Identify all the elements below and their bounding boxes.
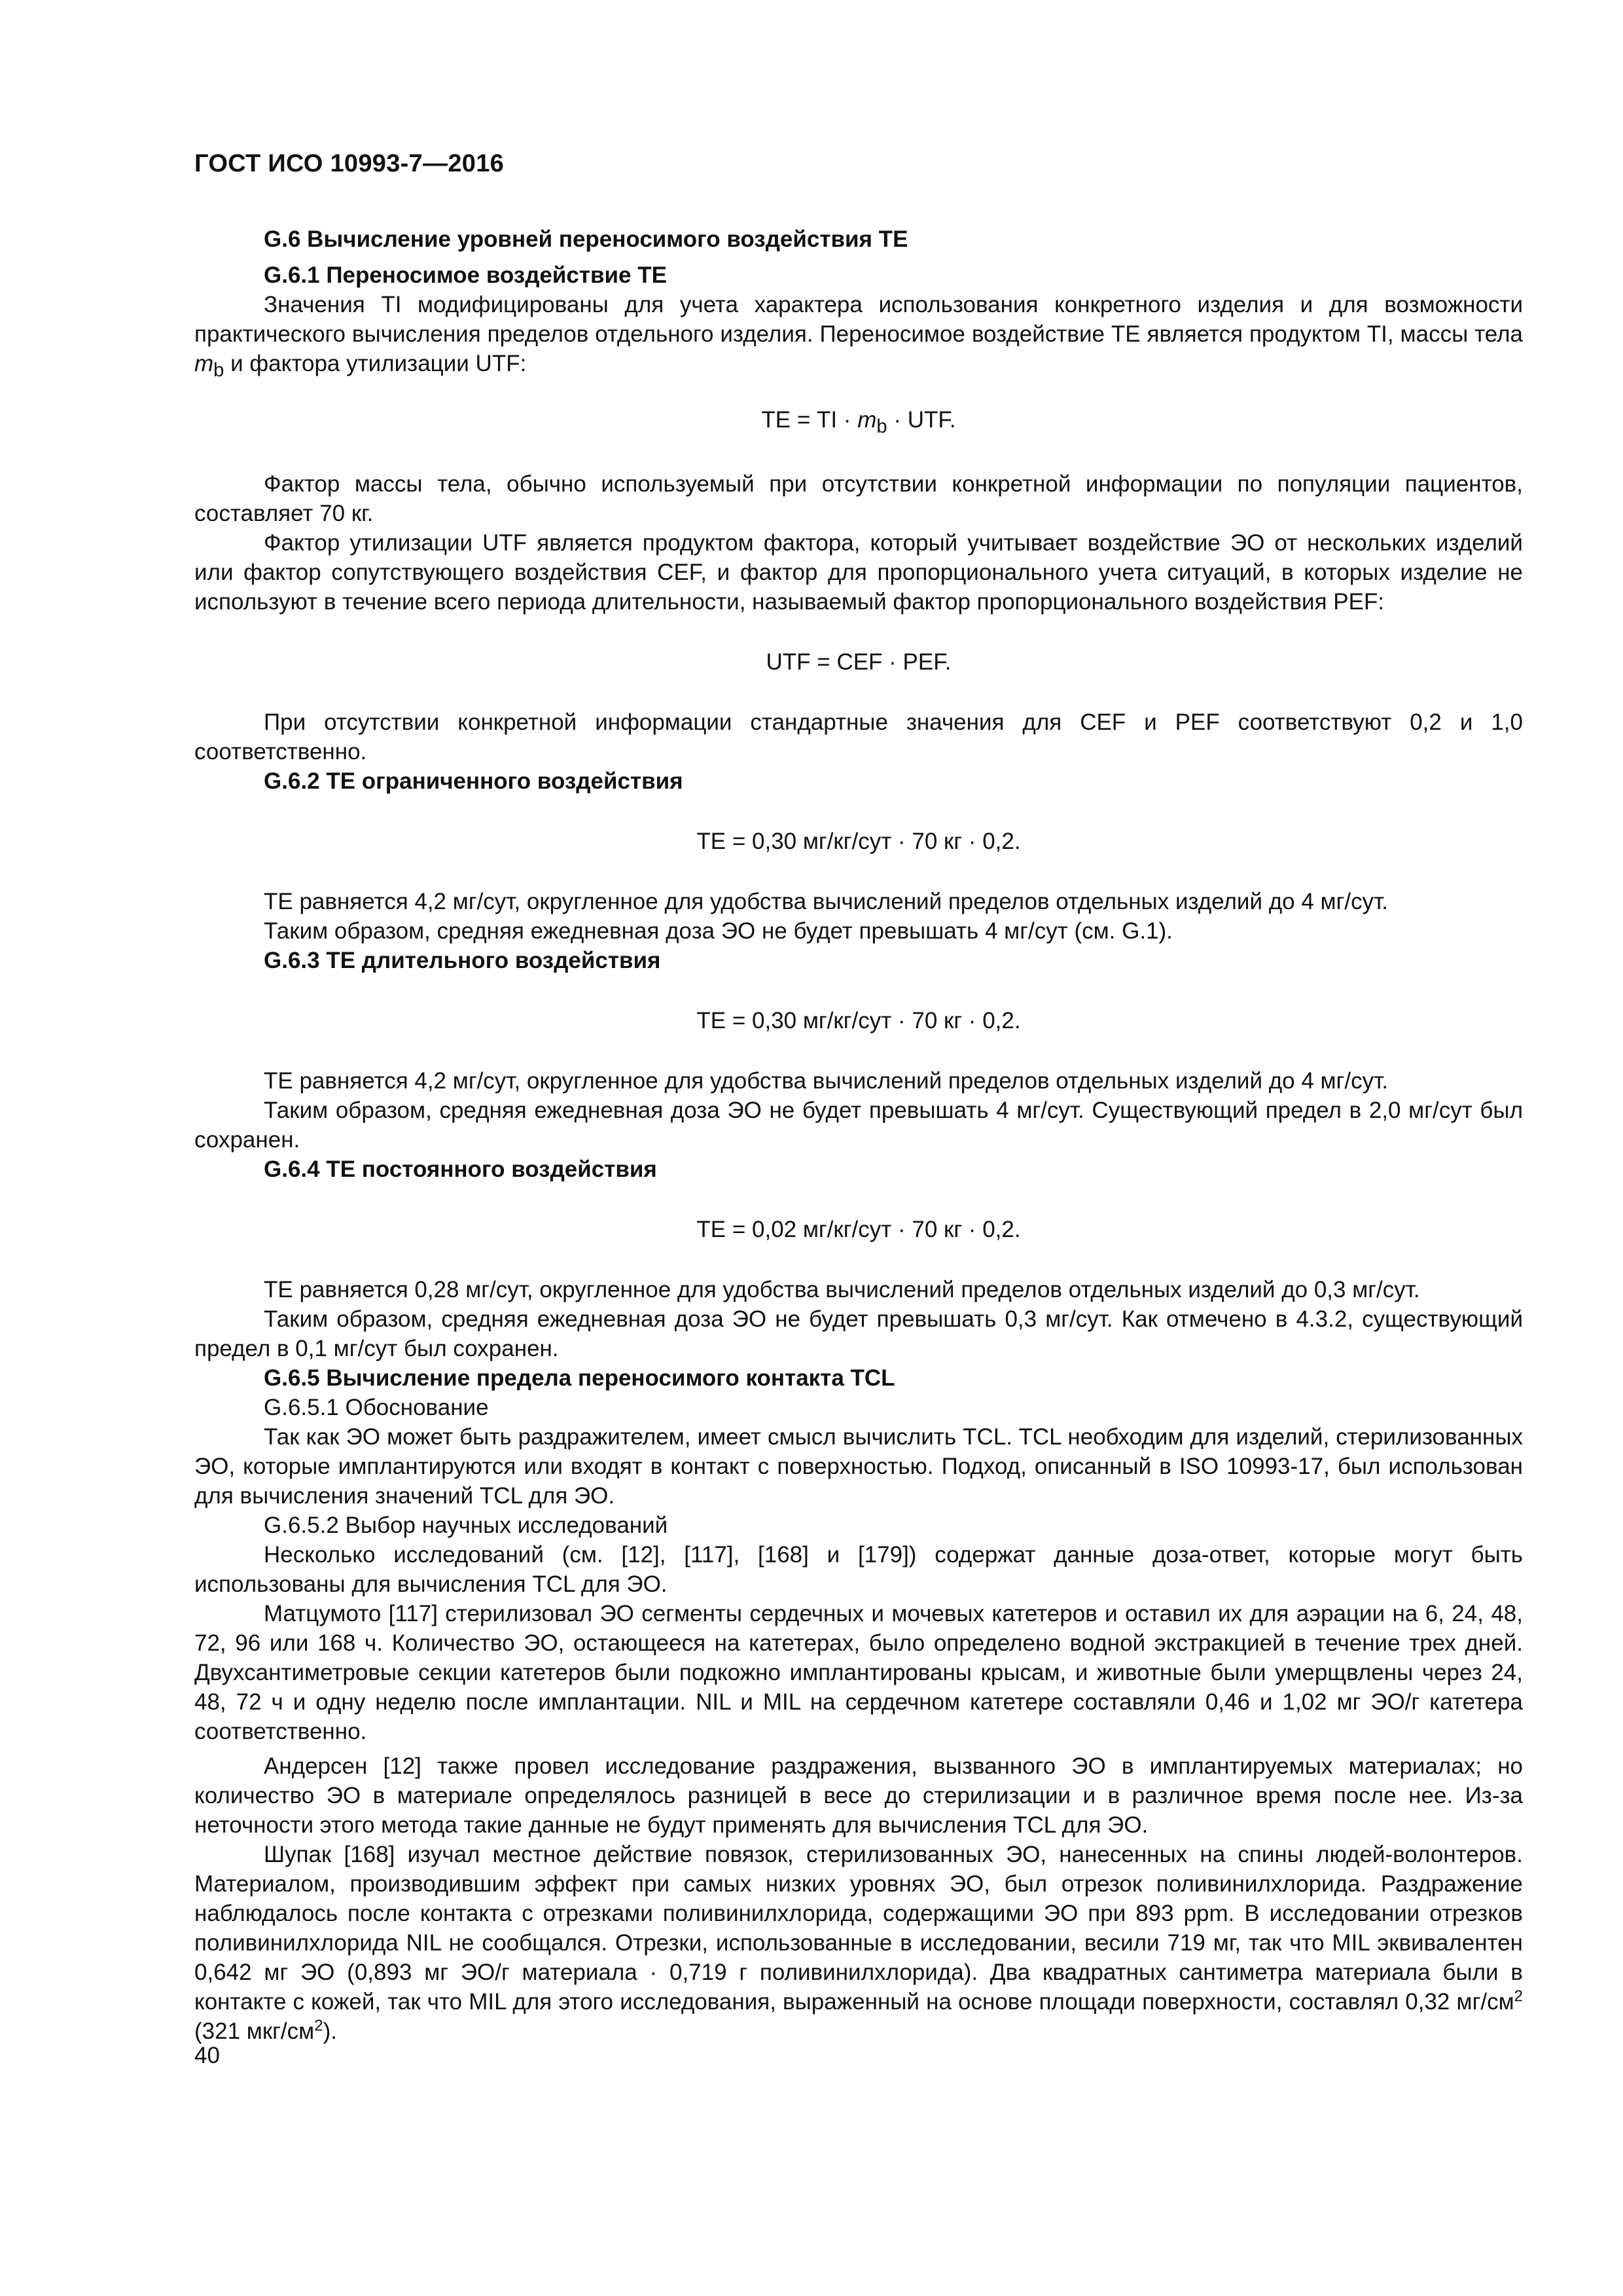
- section-heading-g61: G.6.1 Переносимое воздействие ТЕ: [264, 262, 667, 288]
- document-body: [194, 224, 1523, 2046]
- subsection-heading-g652: G.6.5.2 Выбор научных исследований: [264, 1513, 668, 1538]
- text-fragment: Значения TI модифицированы для учета характера использования конкретного изделия и для возможности практического вычисления пределов отдельного изделия. Переносимое воздействие ТЕ является продуктом TI, массы тела: [194, 292, 1523, 347]
- paragraph-g64-result: ТЕ равняется 0,28 мг/сут, округленное для удобства вычислений пределов отдельных изделий до 0,3 мг/сут.: [264, 1277, 1420, 1302]
- formula-te-limited: ТЕ = 0,30 мг/кг/сут · 70 кг · 0,2.: [696, 829, 1021, 854]
- section-heading-g64: G.6.4 ТЕ постоянного воздействия: [264, 1157, 657, 1182]
- math-variable: m: [857, 407, 877, 433]
- paragraph-body-mass: Фактор массы тела, обычно используемый при отсутствии конкретной информации по популяции пациентов, составляет 70 кг.: [194, 471, 1523, 526]
- math-variable: m: [194, 351, 214, 376]
- subsection-heading-g651: G.6.5.1 Обоснование: [264, 1395, 489, 1420]
- page-number: 40: [194, 2043, 220, 2068]
- text-fragment: ).: [323, 2018, 337, 2044]
- superscript: 2: [1514, 1987, 1523, 2005]
- paragraph-g63-result: ТЕ равняется 4,2 мг/сут, округленное для удобства вычислений пределов отдельных изделий до 4 мг/сут.: [264, 1068, 1388, 1094]
- formula-utf: UTF = CEF · PEF.: [766, 649, 952, 675]
- text-fragment: · UTF.: [887, 407, 956, 433]
- paragraph-g61-intro: [194, 290, 1523, 386]
- math-subscript: b: [213, 360, 224, 381]
- paragraph-g64-conclusion: Таким образом, средняя ежедневная доза ЭО не будет превышать 0,3 мг/сут. Как отмечено в 4.3.2, существующий предел в 0,1 мг/сут был сохранен.: [194, 1306, 1523, 1361]
- paragraph-g652-studies: Несколько исследований (см. [12], [117], [168] и [179]) содержат данные доза-ответ, которые могут быть использованы для вычисления TCL для ЭО.: [194, 1542, 1523, 1597]
- paragraph-g62-conclusion: Таким образом, средняя ежедневная доза ЭО не будет превышать 4 мг/сут (см. G.1).: [264, 918, 1173, 944]
- paragraph-g652-andersen: Андерсен [12] также провел исследование раздражения, вызванного ЭО в имплантируемых материалах; но количество ЭО в материале определялось разницей в весе до стерилизации и в различное время после нее. Из-за неточности этого метода такие данные не будут применять для вычисления TCL для ЭО.: [194, 1753, 1523, 1838]
- text-fragment: и фактора утилизации UTF:: [224, 351, 527, 376]
- paragraph-g63-conclusion: Таким образом, средняя ежедневная доза ЭО не будет превышать 4 мг/сут. Существующий предел в 2,0 мг/сут был сохранен.: [194, 1098, 1523, 1153]
- paragraph-g651: Так как ЭО может быть раздражителем, имеет смысл вычислить TCL. TCL необходим для изделий, стерилизованных ЭО, которые имплантируются или входят в контакт с поверхностью. Подход, описанный в ISO 10993-17, был использован для вычисления значений TCL для ЭО.: [194, 1424, 1523, 1509]
- section-heading-g65: G.6.5 Вычисление предела переносимого контакта TCL: [264, 1365, 895, 1391]
- superscript: 2: [314, 2017, 323, 2035]
- text-fragment: Шупак [168] изучал местное действие повязок, стерилизованных ЭО, нанесенных на спины людей-волонтеров. Материалом, производившим эффект при самых низких уровнях ЭО, был отрезок поливинилхлорида. Раздражение наблюдалось после контакта с отрезками поливинилхлорида, содержащими ЭО при 893 ppm. В исследовании отрезков поливинилхлорида NIL не сообщался. Отрезки, использованные в исследовании, весили 719 мг, так что MIL эквивалентен 0,642 мг ЭО (0,893 мг ЭО/г материала · 0,719 г поливинилхлорида). Два квадратных сантиметра материала были в контакте с кожей, так что MIL для этого исследования, выраженный на основе площади поверхности, составлял 0,32 мг/см: [194, 1842, 1523, 2015]
- math-subscript: b: [876, 416, 887, 437]
- paragraph-g62-result: ТЕ равняется 4,2 мг/сут, округленное для удобства вычислений пределов отдельных изделий до 4 мг/сут.: [264, 889, 1388, 914]
- text-fragment: ТЕ = TI ·: [761, 407, 858, 433]
- paragraph-g652-matsumoto: Матцумото [117] стерилизовал ЭО сегменты сердечных и мочевых катетеров и оставил их для аэрации на 6, 24, 48, 72, 96 или 168 ч. Количество ЭО, остающееся на катетерах, было определено водной экстракцией в течение трех дней. Двухсантиметровые секции катетеров были подкожно имплантированы крысам, и животные были умерщвлены через 24, 48, 72 ч и одну неделю после имплантации. NIL и MIL на сердечном катетере составляли 0,46 и 1,02 мг ЭО/г катетера соответственно.: [194, 1601, 1523, 1744]
- section-heading-g6: G.6 Вычисление уровней переносимого воздействия ТЕ: [264, 226, 908, 252]
- section-heading-g63: G.6.3 ТЕ длительного воздействия: [264, 948, 661, 973]
- text-fragment: (321 мкг/см: [194, 2018, 315, 2044]
- paragraph-cef-pef: При отсутствии конкретной информации стандартные значения для CEF и PEF соответствуют 0,2 и 1,0 соответственно.: [194, 709, 1523, 764]
- formula-te-prolonged: ТЕ = 0,30 мг/кг/сут · 70 кг · 0,2.: [696, 1008, 1021, 1033]
- formula-te: [194, 405, 1523, 442]
- paragraph-g652-shupak: [194, 1840, 1523, 2046]
- document-header: ГОСТ ИСО 10993-7—2016: [194, 150, 505, 177]
- formula-te-permanent: ТЕ = 0,02 мг/кг/сут · 70 кг · 0,2.: [696, 1217, 1021, 1242]
- section-heading-g62: G.6.2 ТЕ ограниченного воздействия: [264, 768, 683, 794]
- paragraph-utf: Фактор утилизации UTF является продуктом фактора, который учитывает воздействие ЭО от нескольких изделий или фактор сопутствующего воздействия CEF, и фактор для пропорционального учета ситуаций, в которых изделие не используют в течение всего периода длительности, называемый фактор пропорционального воздействия PEF:: [194, 530, 1523, 615]
